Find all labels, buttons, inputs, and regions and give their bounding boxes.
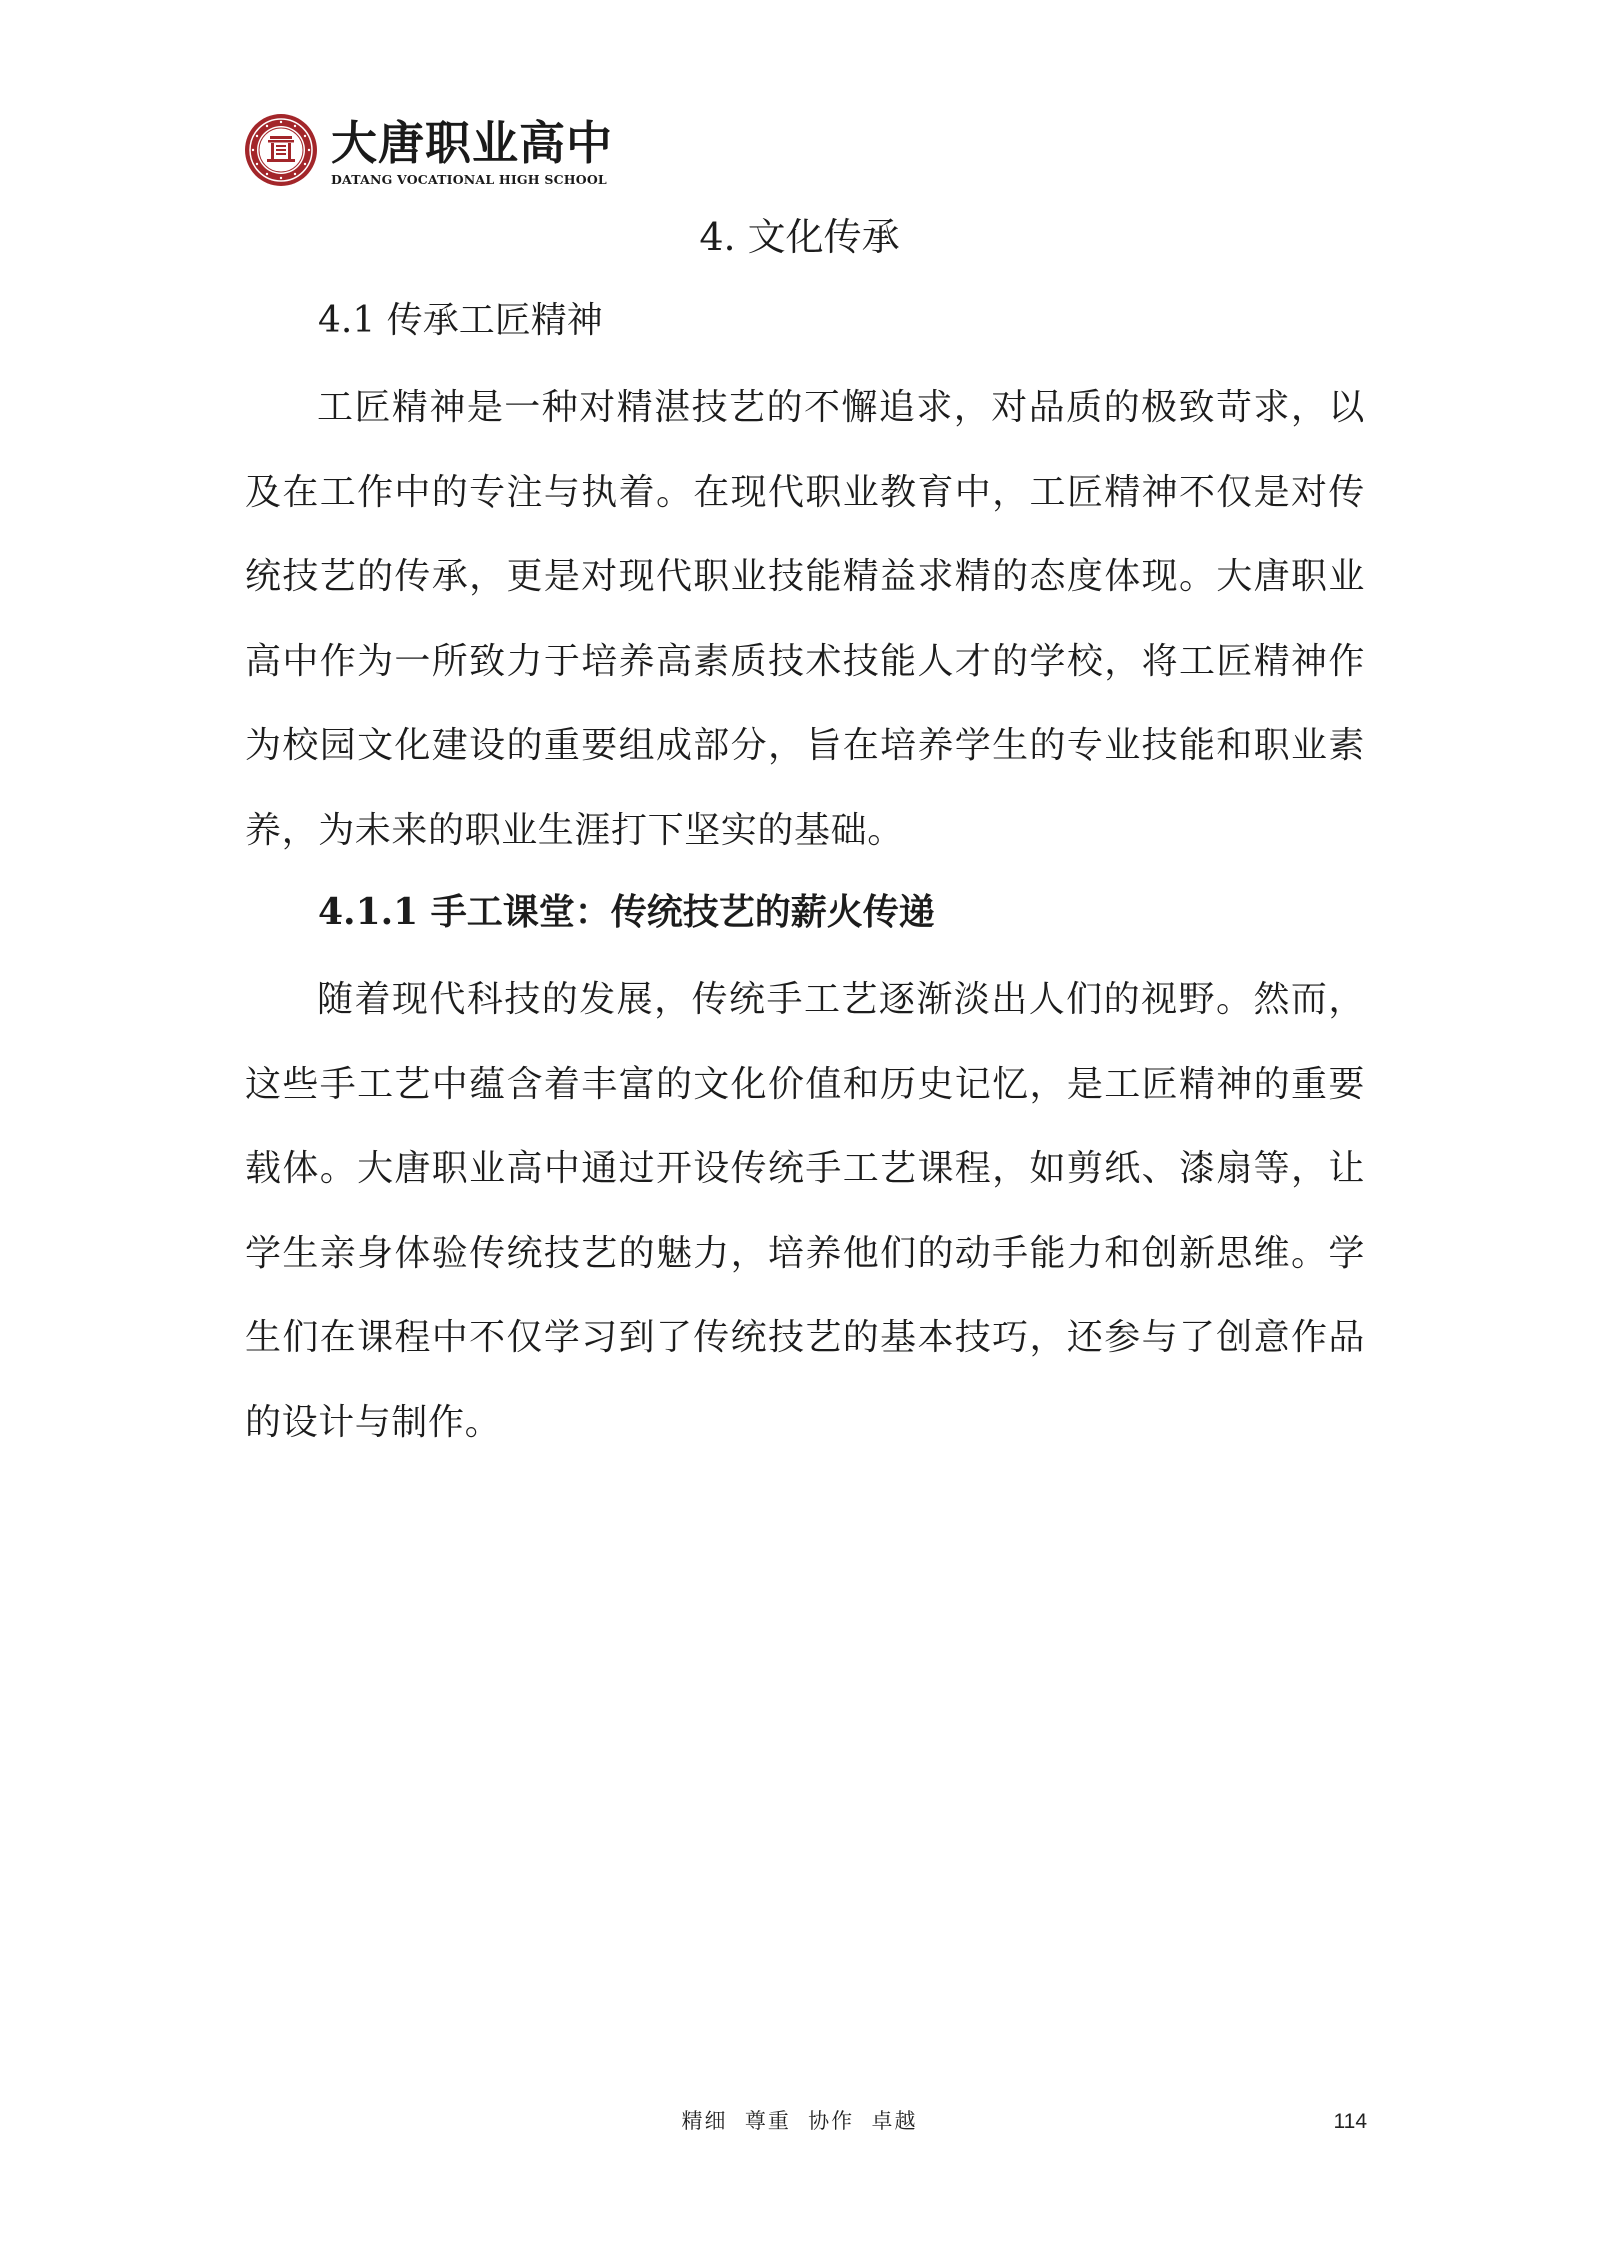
section-title: 4.1 传承工匠精神: [318, 300, 603, 341]
chapter-title: 4. 文化传承: [699, 215, 900, 259]
page-number: 114: [1333, 2110, 1367, 2133]
section-paragraph: 工匠精神是一种对精湛技艺的不懈追求，对品质的极致苛求，以及在工作中的专注与执着。在现代职业教育中，工匠精神不仅是对传统技艺的传承，更是对现代职业技能精益求精的态度体现。大唐职业高中作为一所致力于培养高素质技术技能人才的学校，将工匠精神作为校园文化建设的重要组成部分，旨在培养学生的专业技能和职业素养，为未来的职业生涯打下坚实的基础。: [245, 387, 1365, 851]
logo-english-name: DATANG VOCATIONAL HIGH SCHOOL: [331, 172, 607, 187]
school-seal-icon: [243, 112, 319, 188]
logo-chinese-name: 大唐职业高中: [331, 116, 613, 170]
subsection-paragraph: 随着现代科技的发展，传统手工艺逐渐淡出人们的视野。然而，这些手工艺中蕴含着丰富的文化价值和历史记忆，是工匠精神的重要载体。大唐职业高中通过开设传统手工艺课程，如剪纸、漆扇等，让学生亲身体验传统技艺的魅力，培养他们的动手能力和创新思维。学生们在课程中不仅学习到了传统技艺的基本技巧，还参与了创意作品的设计与制作。: [245, 979, 1365, 1443]
footer-motto: 精细 尊重 协作 卓越: [681, 2109, 918, 2133]
subsection-title: 4.1.1 手工课堂：传统技艺的薪火传递: [318, 891, 935, 933]
school-logo: [243, 112, 613, 192]
